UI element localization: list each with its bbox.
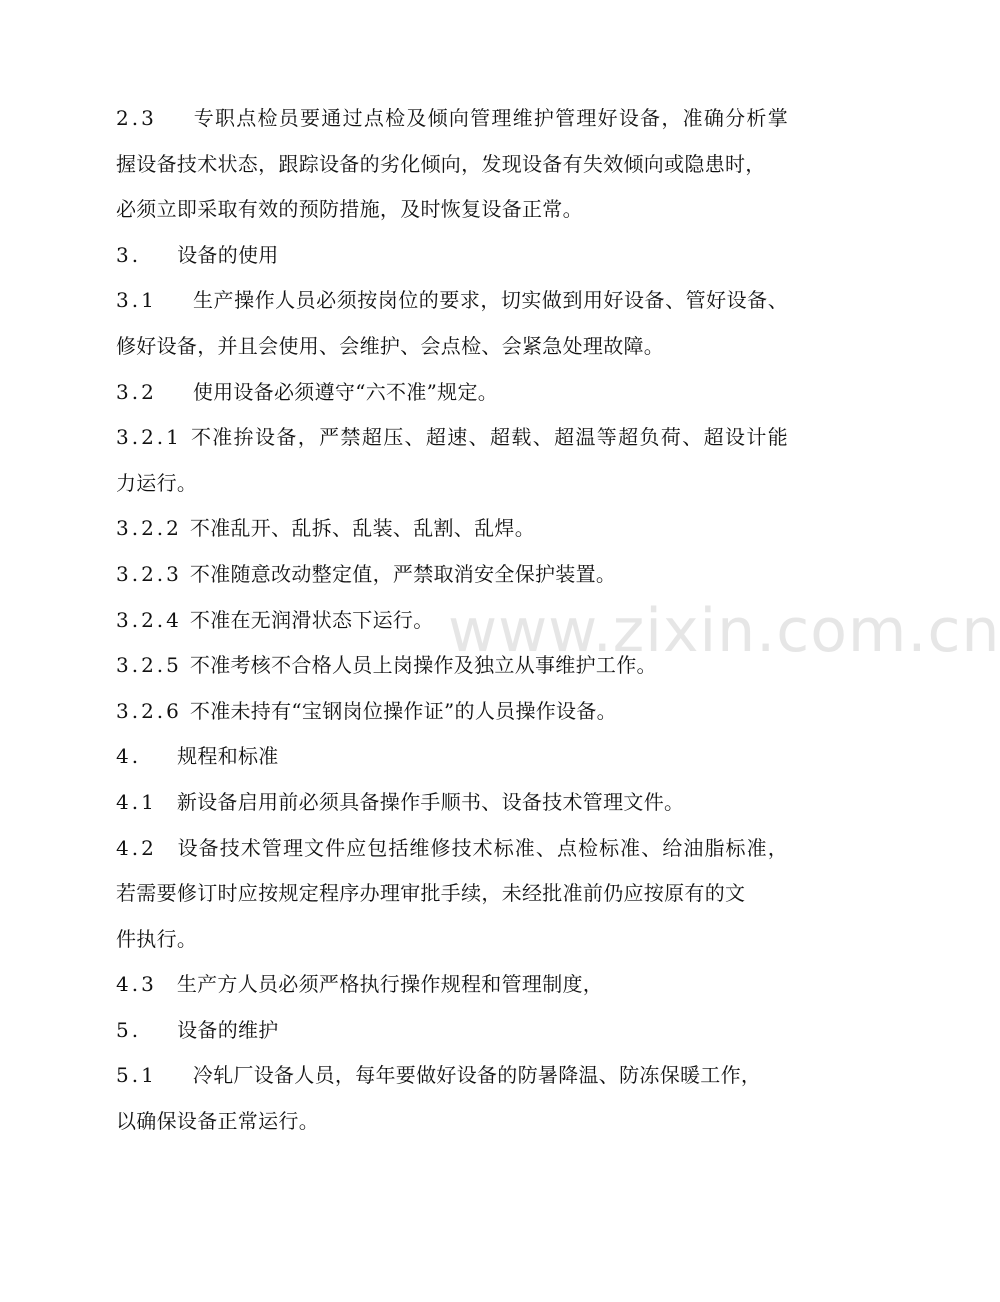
paragraph-3-1-line-1 xyxy=(116,278,788,324)
document-body xyxy=(116,96,806,1145)
section-number: 4. xyxy=(116,744,142,769)
line-text: 冷轧厂设备人员，每年要做好设备的防暑降温、防冻保暖工作， xyxy=(192,1063,762,1088)
paragraph-2-3-line-2 xyxy=(116,142,806,188)
paragraph-4-3 xyxy=(116,962,806,1008)
heading-text: 设备的使用 xyxy=(177,242,279,267)
paragraph-3-1-line-2 xyxy=(116,324,806,370)
line-text: 件执行。 xyxy=(116,926,198,951)
paragraph-3-2 xyxy=(116,370,806,416)
section-number: 3.2.1 xyxy=(116,425,182,450)
section-number: 4.1 xyxy=(116,789,157,814)
section-number: 2.3 xyxy=(116,106,157,130)
paragraph-4-1 xyxy=(116,780,806,826)
line-text: 不准随意改动整定值，严禁取消安全保护装置。 xyxy=(189,561,617,586)
section-number: 3.2.5 xyxy=(116,653,182,678)
paragraph-3-2-2 xyxy=(116,506,806,552)
heading-3 xyxy=(116,233,806,279)
line-text: 若需要修订时应按规定程序办理审批手续，未经批准前仍应按原有的文 xyxy=(116,881,746,906)
line-text: 握设备技术状态，跟踪设备的劣化倾向，发现设备有失效倾向或隐患时， xyxy=(116,151,766,176)
line-text: 不准在无润滑状态下运行。 xyxy=(189,607,434,632)
section-number: 3.2.2 xyxy=(116,516,182,541)
heading-text: 规程和标准 xyxy=(177,744,279,769)
paragraph-4-2-line-2 xyxy=(116,871,806,917)
line-text: 生产操作人员必须按岗位的要求，切实做到用好设备、管好设备、 xyxy=(192,288,788,313)
section-number: 3.1 xyxy=(116,288,157,313)
line-text: 不准考核不合格人员上岗操作及独立从事维护工作。 xyxy=(189,653,657,678)
paragraph-5-1-line-2 xyxy=(116,1099,806,1145)
line-text: 修好设备，并且会使用、会维护、会点检、会紧急处理故障。 xyxy=(116,333,665,358)
section-number: 3. xyxy=(116,242,142,267)
section-number: 3.2.4 xyxy=(116,607,182,632)
paragraph-3-2-5 xyxy=(116,643,806,689)
heading-5 xyxy=(116,1008,806,1054)
line-text: 使用设备必须遵守“六不准”规定。 xyxy=(192,379,499,404)
line-text: 力运行。 xyxy=(116,470,198,495)
line-text: 不准乱开、乱拆、乱装、乱割、乱焊。 xyxy=(189,516,535,541)
section-number: 3.2.3 xyxy=(116,561,182,586)
section-number: 4.3 xyxy=(116,972,157,997)
line-text: 必须立即采取有效的预防措施，及时恢复设备正常。 xyxy=(116,197,583,222)
paragraph-5-1-line-1 xyxy=(116,1053,806,1099)
paragraph-4-2-line-1 xyxy=(116,826,788,872)
line-text: 生产方人员必须严格执行操作规程和管理制度， xyxy=(176,972,604,997)
section-number: 5. xyxy=(116,1017,142,1042)
line-text: 以确保设备正常运行。 xyxy=(116,1109,319,1134)
paragraph-4-2-line-3 xyxy=(116,917,806,963)
section-number: 4.2 xyxy=(116,835,157,860)
line-text: 新设备启用前必须具备操作手顺书、设备技术管理文件。 xyxy=(176,789,685,814)
line-text: 专职点检员要通过点检及倾向管理维护管理好设备，准确分析掌 xyxy=(192,106,788,130)
section-number: 3.2 xyxy=(116,379,157,404)
line-text: 不准未持有“宝钢岗位操作证”的人员操作设备。 xyxy=(189,698,617,723)
section-number: 3.2.6 xyxy=(116,698,182,723)
heading-4 xyxy=(116,734,806,780)
heading-text: 设备的维护 xyxy=(177,1017,279,1042)
line-text: 设备技术管理文件应包括维修技术标准、点检标准、给油脂标准， xyxy=(176,835,788,860)
paragraph-2-3-line-1 xyxy=(116,96,788,142)
paragraph-3-2-1-line-1 xyxy=(116,415,788,461)
paragraph-3-2-3 xyxy=(116,552,806,598)
paragraph-3-2-6 xyxy=(116,689,806,735)
section-number: 5.1 xyxy=(116,1063,157,1088)
line-text: 不准拚设备，严禁超压、超速、超载、超温等超负荷、超设计能 xyxy=(189,425,788,450)
paragraph-3-2-4 xyxy=(116,598,806,644)
watermark: www.zixin.com.cn xyxy=(448,596,1000,666)
paragraph-3-2-1-line-2 xyxy=(116,461,806,507)
paragraph-2-3-line-3 xyxy=(116,187,806,233)
